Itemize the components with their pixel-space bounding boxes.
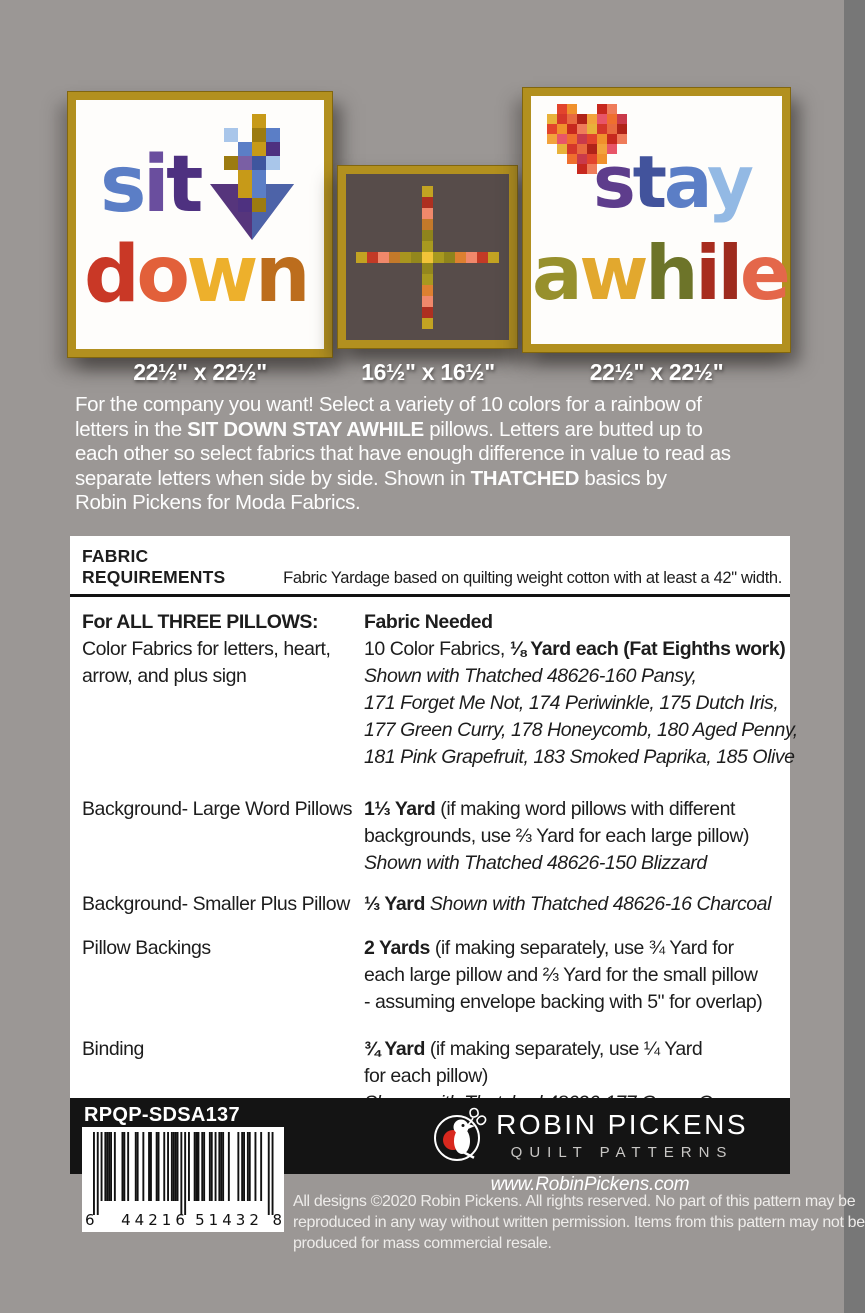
- quilt-letter: w: [186, 230, 255, 320]
- fabric-row-label: [82, 891, 364, 918]
- fabric-requirements-rows: [70, 597, 798, 1117]
- pattern-sku: RPQP-SDSA137: [84, 1104, 240, 1126]
- fabric-requirements-panel: [70, 536, 798, 1098]
- quilt-letter: i: [142, 140, 167, 230]
- text-line: separate letters when side by side. Shown in THATCHED basics by: [75, 466, 667, 490]
- fabric-row-label: [82, 609, 364, 771]
- upc-digit: 6: [85, 1211, 95, 1229]
- copyright-notice: [293, 1191, 865, 1254]
- text-line: - assuming envelope backing with 5" for overlap): [364, 991, 763, 1013]
- quilt-letter: s: [100, 140, 143, 230]
- quilt-letter: a: [663, 140, 707, 224]
- fabric-requirements-header: [70, 536, 790, 597]
- text-line: ¾ Yard (if making separately, use ¼ Yard: [364, 1038, 703, 1060]
- quilt-letter: o: [136, 230, 187, 320]
- text-line: Robin Pickens for Moda Fabrics.: [75, 491, 361, 514]
- pillow-word-awhile: [532, 229, 788, 317]
- text-line: 171 Forget Me Not, 174 Periwinkle, 175 Dutch Iris,: [364, 692, 779, 714]
- robin-pickens-logo: [431, 1104, 748, 1166]
- fabric-row-label: [82, 935, 364, 1016]
- pixel-arrow-icon: [208, 114, 296, 248]
- quilt-letter: s: [593, 140, 633, 224]
- pillow-word-sit: [100, 140, 200, 230]
- upc-digit-group: 51432: [195, 1211, 263, 1229]
- quilt-letter: a: [532, 229, 580, 317]
- text-line: 10 Color Fabrics, ⅛ Yard each (Fat Eighths work): [364, 638, 786, 660]
- pillow-plus-sign: [338, 166, 517, 348]
- fabric-row-label: [82, 796, 364, 877]
- text-line: Binding: [82, 1038, 144, 1060]
- quilt-letter: n: [254, 230, 307, 320]
- pillow-word-down: [84, 230, 307, 320]
- logo-text: [496, 1109, 748, 1161]
- fabric-requirements-tagline: Fabric Yardage based on quilting weight cotton with at least a 42" width.: [283, 569, 782, 587]
- pillow-size-caption: 22½" x 22½": [133, 359, 267, 385]
- text-line: letters in the SIT DOWN STAY AWHILE pillows. Letters are butted up to: [75, 417, 703, 441]
- text-line: each large pillow and ⅔ Yard for the small pillow: [364, 964, 758, 986]
- fabric-row-value: [364, 609, 798, 771]
- pillow-sit-down: [68, 92, 332, 357]
- pillow-stay-awhile: [523, 88, 790, 352]
- quilt-letter: h: [645, 229, 696, 317]
- brand-subtitle: QUILT PATTERNS: [510, 1144, 734, 1161]
- text-line: For the company you want! Select a variety of 10 colors for a rainbow of: [75, 393, 702, 416]
- upc-digit: 8: [272, 1211, 282, 1229]
- fabric-row-value: [364, 935, 784, 1016]
- text-line: backgrounds, use ⅔ Yard for each large pillow): [364, 825, 750, 847]
- fabric-row: [82, 891, 790, 918]
- quilt-letter: y: [706, 140, 751, 224]
- text-line: 181 Pink Grapefruit, 183 Smoked Paprika, 185 Olive: [364, 746, 795, 768]
- text-line: for each pillow): [364, 1065, 488, 1087]
- text-line: Shown with Thatched 48626-160 Pansy,: [364, 665, 697, 687]
- product-description: [75, 393, 825, 516]
- upc-digit-group: 44216: [121, 1211, 189, 1229]
- text-line: arrow, and plus sign: [82, 665, 247, 687]
- text-line: Background- Smaller Plus Pillow: [82, 893, 350, 915]
- quilt-letter: e: [739, 229, 788, 317]
- fabric-row: [82, 935, 790, 1016]
- text-line: Background- Large Word Pillows: [82, 798, 353, 820]
- pixel-plus-icon: [356, 186, 499, 329]
- text-line: 2 Yards (if making separately, use ¾ Yard for: [364, 937, 734, 959]
- fabric-row: [82, 609, 798, 771]
- quilt-letter: w: [579, 229, 646, 317]
- text-line: produced for mass commercial resale.: [293, 1235, 552, 1252]
- text-line: Fabric Needed: [364, 611, 493, 633]
- text-line: 1⅓ Yard (if making word pillows with different: [364, 798, 735, 820]
- quilt-letter: l: [717, 229, 740, 317]
- website-url: www.RobinPickens.com: [490, 1174, 690, 1195]
- fabric-row-value: [364, 891, 784, 918]
- fabric-row: [82, 796, 790, 877]
- text-line: All designs ©2020 Robin Pickens. All rights reserved. No part of this pattern may be: [293, 1193, 856, 1210]
- text-line: For ALL THREE PILLOWS:: [82, 611, 319, 633]
- pillow-size-caption: 22½" x 22½": [589, 359, 724, 385]
- quilt-letter: t: [166, 140, 200, 230]
- text-line: each other so select fabrics that have enough difference in value to read as: [75, 442, 731, 465]
- brand-name: ROBIN PICKENS: [496, 1109, 748, 1140]
- upc-barcode: [82, 1127, 284, 1232]
- text-line: Shown with Thatched 48626-150 Blizzard: [364, 852, 707, 874]
- text-line: Pillow Backings: [82, 937, 211, 959]
- text-line: reproduced in any way without written permission. Items from this pattern may not be: [293, 1214, 865, 1231]
- text-line: ⅓ Yard Shown with Thatched 48626-16 Charcoal: [364, 893, 771, 915]
- text-line: Color Fabrics for letters, heart,: [82, 638, 331, 660]
- pillow-size-caption: 16½" x 16½": [361, 359, 495, 385]
- quilt-letter: t: [632, 140, 664, 224]
- quilt-letter: i: [695, 229, 718, 317]
- robin-bird-logo-icon: [431, 1104, 487, 1166]
- fabric-requirements-title: FABRIC REQUIREMENTS: [82, 546, 226, 587]
- quilt-letter: d: [84, 230, 137, 320]
- pillow-word-stay: [593, 140, 751, 224]
- text-line: 177 Green Curry, 178 Honeycomb, 180 Aged Penny,: [364, 719, 798, 741]
- fabric-row-value: [364, 796, 784, 877]
